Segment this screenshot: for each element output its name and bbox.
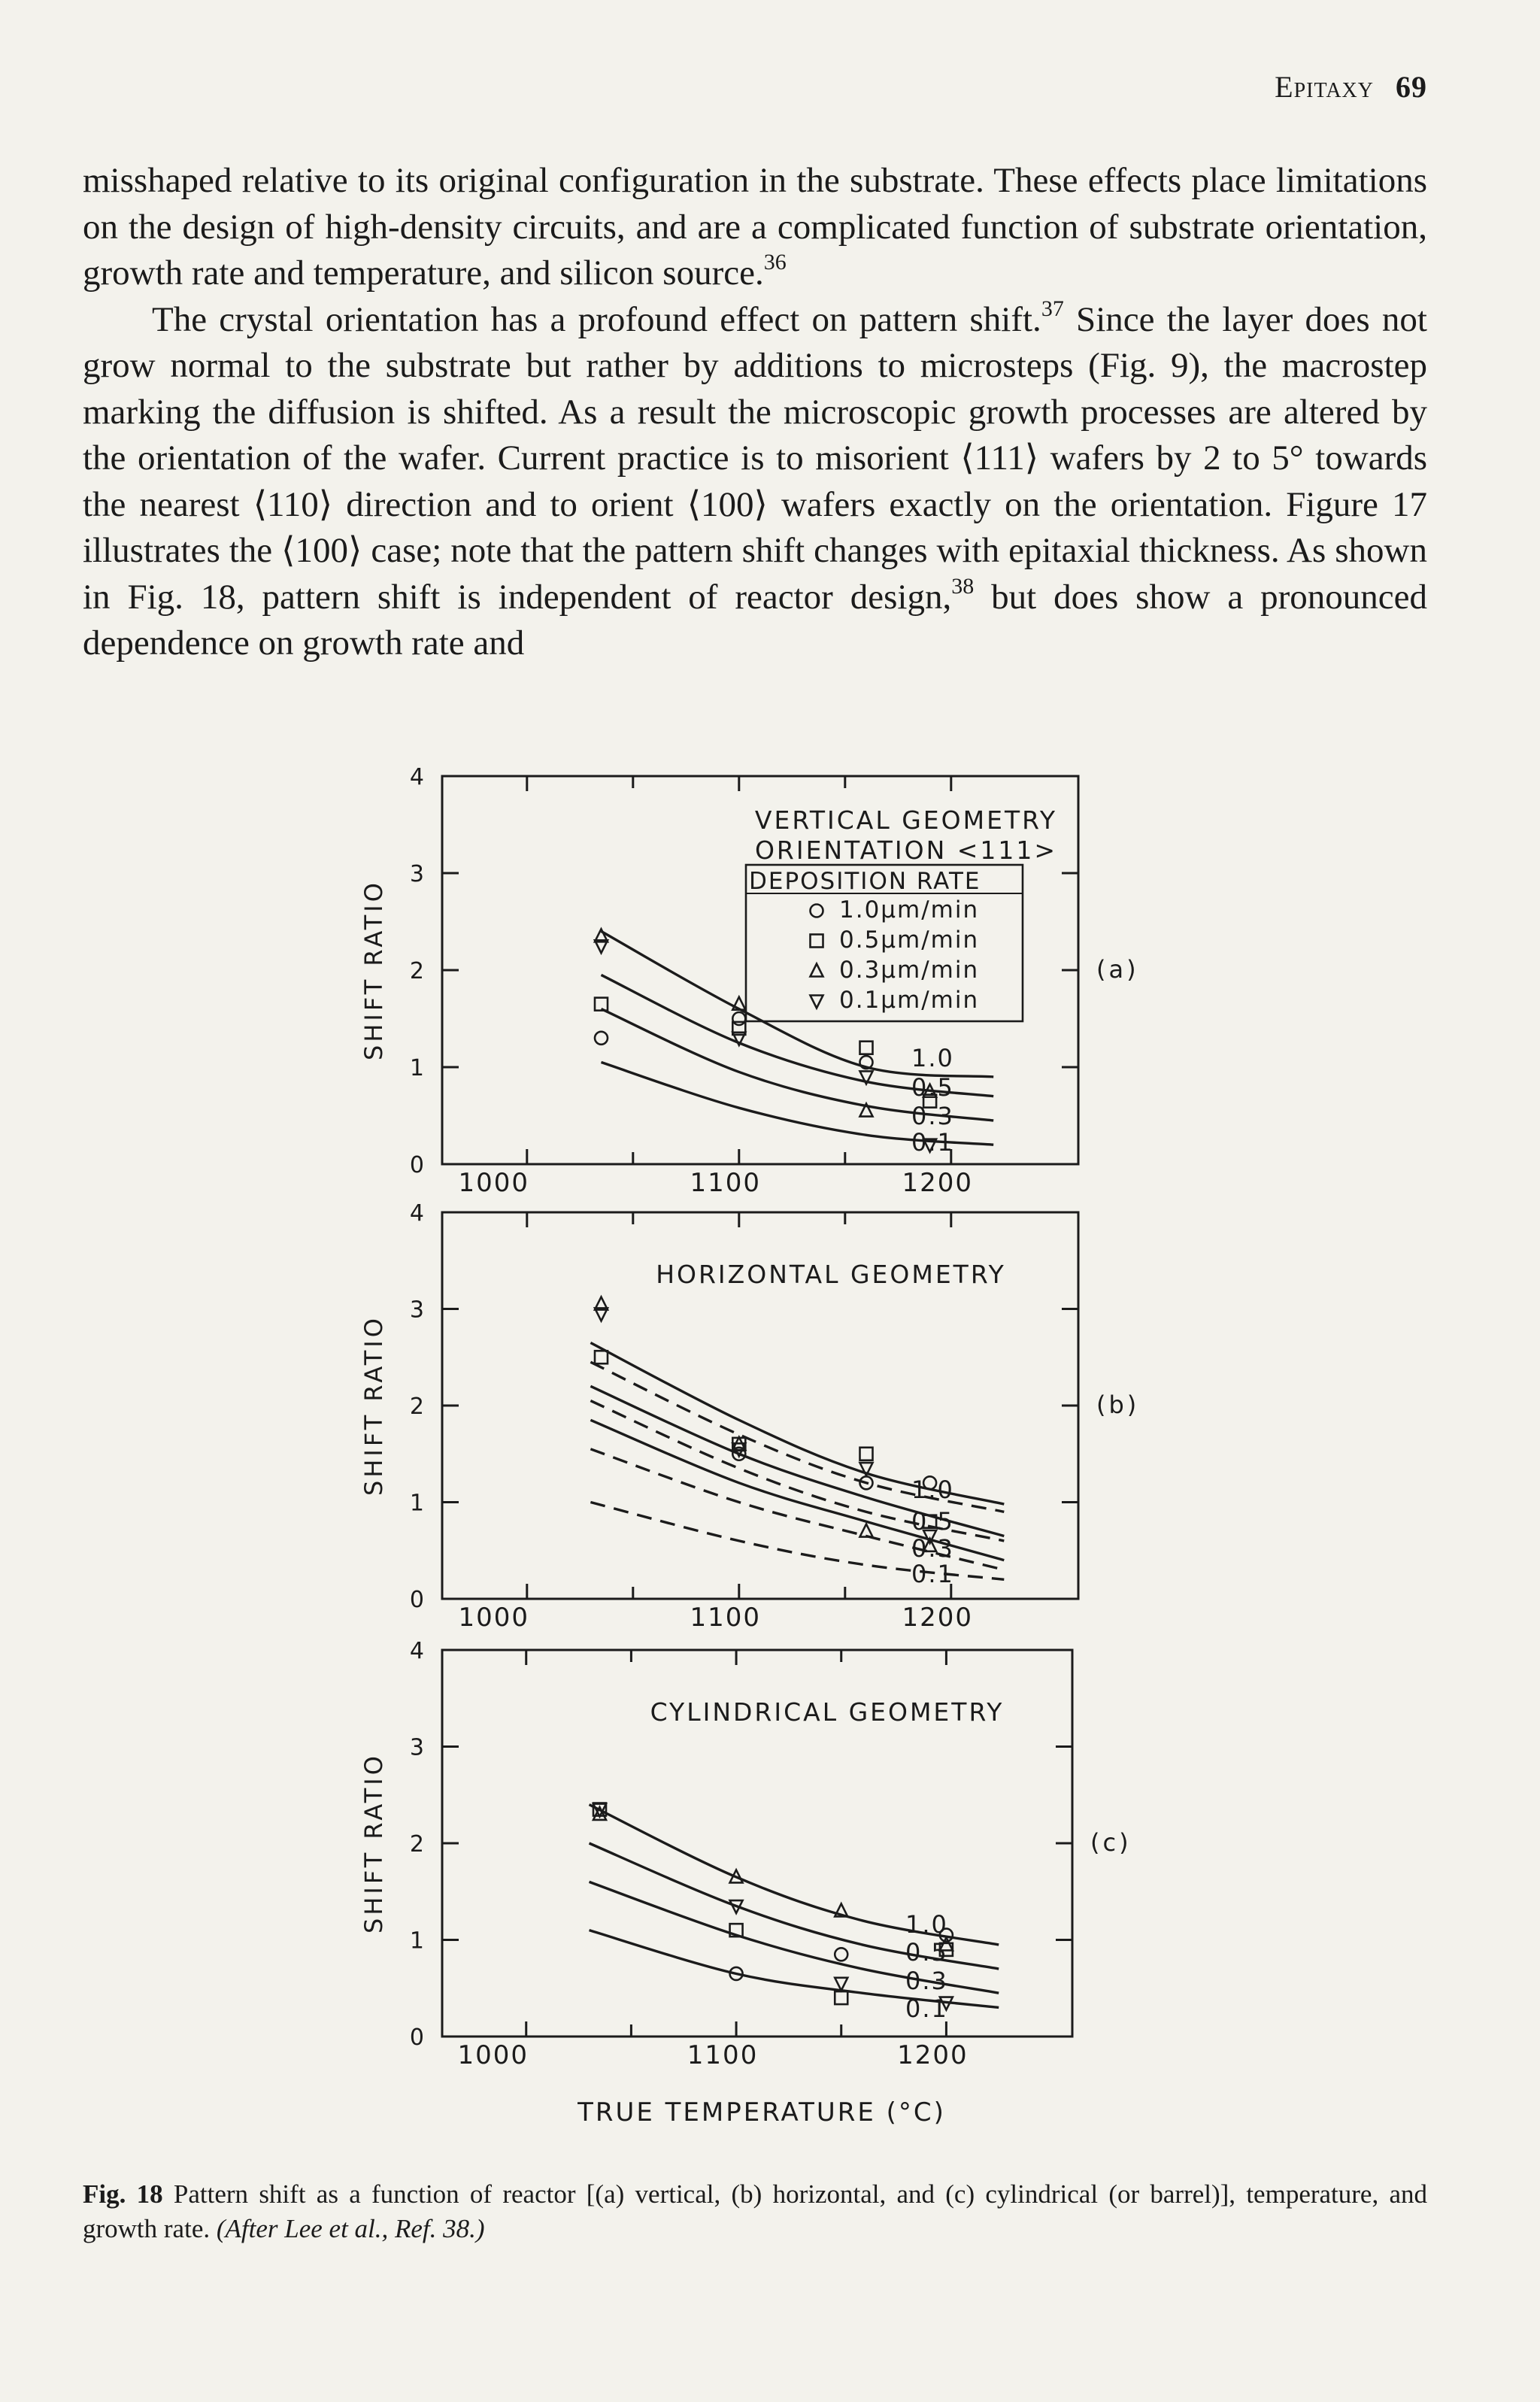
panel-a-ytick-label: 4 [409,764,424,790]
panel-a-curve-label-1-0: 1.0 [911,1044,954,1072]
panel-c-curve-label-0-1: 0.1 [905,1994,948,2023]
panel-c-xlabel: TRUE TEMPERATURE (°C) [578,2097,946,2128]
paragraph-2-part-a: The crystal orientation has a profound effect on pattern shift. [152,299,1041,339]
panel-a-label: (a) [1096,955,1139,984]
panel-b-xtick-label: 1200 [902,1603,974,1633]
panel-a-legend-marker-triangle-down [811,996,823,1008]
panel-c-label: (c) [1090,1828,1132,1857]
panel-c-curve-label-0-3: 0.3 [905,1967,948,1995]
panel-c-curve-label-1-0: 1.0 [905,1910,948,1939]
panel-a-legend-marker-square [811,935,823,948]
figure-caption [83,2177,1427,2246]
panel-a-curve-label-0-3: 0.3 [911,1102,954,1130]
panel-a-title: VERTICAL GEOMETRY [754,805,1058,835]
panel-b-ytick-label: 2 [409,1394,424,1420]
panel-a-point-circle [595,1032,608,1045]
panel-a-point-circle [732,1012,745,1025]
panel-a-point-square [595,998,608,1011]
panel-a-point-square [860,1042,873,1054]
paragraph-2-part-b: Since the layer does not grow normal to the substrate but rather by additions to microsteps (Fig. 9), the macrostep marking the diffusion is shifted. As a result the microscopic growth processes are altered by the orientation of the wafer. Current practice is to misorient ⟨111⟩ wafers by 2 to 5° towards the nearest ⟨110⟩ direction and to orient ⟨100⟩ wafers exactly on the orientation. Figure 17 illustrates the ⟨100⟩ case; note that the pattern shift changes with epitaxial thickness. As shown in Fig. 18, pattern shift is independent of reactor design, [83,299,1427,617]
panel-a-legend-label: 0.1μm/min [839,987,980,1014]
panel-a-ytick-label: 0 [409,1152,424,1178]
panel-b-curve-label-0-1: 0.1 [911,1560,954,1588]
panel-c-ytick-label: 3 [409,1734,424,1761]
panel-a-curve-label-0-5: 0.5 [911,1073,954,1102]
page-number: 69 [1396,70,1427,104]
panel-a-xtick-label: 1200 [902,1168,974,1198]
panel-b-curve-label-1-0: 1.0 [911,1475,954,1504]
panel-a-ytick-label: 2 [409,958,424,984]
panel-b-xtick-label: 1000 [458,1603,530,1633]
paragraph-1-text: misshaped relative to its original configuration in the substrate. These effects place limitations on the design of high-density circuits, and are a complicated function of substrate orientation, growth rate and temperature, and silicon source. [83,161,1427,293]
panel-c-ytick-label: 0 [409,2024,424,2051]
panel-a-title: ORIENTATION <111> [754,836,1058,865]
panel-c-ytick-label: 4 [409,1638,424,1664]
panel-b-point-square [595,1351,608,1363]
reference-37: 37 [1041,296,1064,321]
panel-a-ytick-label: 3 [409,861,424,887]
panel-c-point-circle [835,1948,847,1961]
panel-a-xtick-label: 1100 [690,1168,762,1198]
panel-c-xtick-label: 1100 [687,2040,759,2070]
panel-c-ytick-label: 2 [409,1831,424,1858]
running-title: Epitaxy [1275,70,1374,104]
panel-c-ylabel: SHIFT RATIO [359,1753,388,1933]
panel-c-title: CYLINDRICAL GEOMETRY [650,1697,1005,1727]
panel-a-legend-label: 0.3μm/min [839,957,980,984]
panel-a-legend-title: DEPOSITION RATE [749,868,981,895]
panel-c-ytick-label: 1 [409,1927,424,1955]
caption-label: Fig. 18 [83,2179,163,2209]
panel-b-curve-label-0-3: 0.3 [911,1534,954,1563]
panel-a-legend-marker-circle [811,905,823,917]
panel-a-legend-marker-triangle-up [811,964,823,977]
panel-b-ytick-label: 1 [409,1490,424,1517]
panel-a-curve-label-0-1: 0.1 [911,1128,954,1157]
panel-a-xtick-label: 1000 [458,1168,530,1198]
panel-a-legend-label: 0.5μm/min [839,927,980,954]
paragraph-2-part-c: but does show a pronounced dependence on growth rate and [83,577,1427,663]
reference-36: 36 [763,250,787,274]
panel-b-ytick-label: 3 [409,1297,424,1324]
panel-b-point-square [860,1448,873,1460]
panel-b-ytick-label: 0 [409,1587,424,1613]
panel-a-ytick-label: 1 [409,1055,424,1081]
caption-attribution: (After Lee et al., Ref. 38.) [216,2214,485,2243]
panel-c-point-square [835,1991,847,2004]
panel-b-ylabel: SHIFT RATIO [359,1315,388,1496]
panel-c-curve-label-0-5: 0.5 [905,1938,948,1967]
panel-c-xtick-label: 1000 [457,2040,529,2070]
panel-a-ylabel: SHIFT RATIO [359,880,388,1060]
panel-a-legend-label: 1.0μm/min [839,896,980,923]
caption-text: Pattern shift as a function of reactor [(a) vertical, (b) horizontal, and (c) cylindrical (or barrel)], temperature, and growth rate. [83,2179,1428,2243]
reference-38: 38 [951,573,975,599]
panel-c-xtick-label: 1200 [897,2040,969,2070]
panel-b-label: (b) [1096,1391,1140,1419]
panel-b-xtick-label: 1100 [690,1603,762,1633]
panel-b-curve-label-0-5: 0 5 [911,1507,954,1536]
panel-b-ytick-label: 4 [409,1200,424,1227]
panel-b-title: HORIZONTAL GEOMETRY [656,1260,1006,1289]
